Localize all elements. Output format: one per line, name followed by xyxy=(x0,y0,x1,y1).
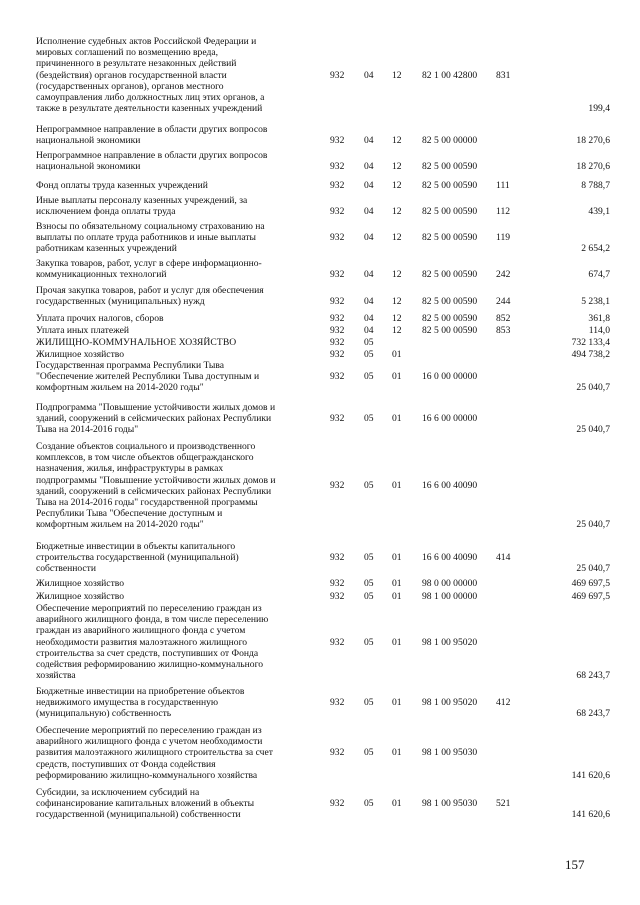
amount: 361,8 xyxy=(588,313,610,324)
target-article-code: 82 5 00 00590 xyxy=(422,325,478,336)
amount: 199,4 xyxy=(588,103,610,115)
amount: 469 697,5 xyxy=(571,591,610,602)
subsection-code: 12 xyxy=(392,161,402,173)
subsection-code: 01 xyxy=(392,636,402,648)
section-code: 05 xyxy=(364,371,374,383)
expense-type-code: 111 xyxy=(496,180,510,191)
subsection-code: 01 xyxy=(392,578,402,589)
subsection-code: 01 xyxy=(392,798,402,810)
ministry-code: 932 xyxy=(330,206,345,218)
target-article-code: 98 1 00 95020 xyxy=(422,636,478,648)
row-description: Бюджетные инвестиции в объекты капитального строительства государственной (муниципальной) собственности xyxy=(36,541,239,575)
amount: 25 040,7 xyxy=(576,563,610,575)
amount: 8 788,7 xyxy=(581,180,610,191)
row-description: Прочая закупка товаров, работ и услуг для обеспечения государственных (муниципальных) нужд xyxy=(36,285,264,308)
ministry-code: 932 xyxy=(330,349,345,360)
section-code: 04 xyxy=(364,325,374,336)
section-code: 05 xyxy=(364,413,374,425)
row-description: Жилищное хозяйство xyxy=(36,591,125,602)
ministry-code: 932 xyxy=(330,180,345,191)
ministry-code: 932 xyxy=(330,135,345,147)
target-article-code: 16 6 00 40090 xyxy=(422,480,478,492)
row-description: Непрограммное направление в области других вопросов национальной экономики xyxy=(36,124,268,147)
ministry-code: 932 xyxy=(330,325,345,336)
amount: 5 238,1 xyxy=(581,296,610,308)
ministry-code: 932 xyxy=(330,232,345,244)
section-code: 05 xyxy=(364,337,374,348)
amount: 141 620,6 xyxy=(571,769,610,781)
target-article-code: 82 5 00 00000 xyxy=(422,135,478,147)
target-article-code: 82 1 00 42800 xyxy=(422,69,478,81)
section-code: 05 xyxy=(364,697,374,709)
row-description: Государственная программа Республики Тыва "Обеспечение жителей Республики Тыва доступным и комфортным жильем на 2014-2020 годы" xyxy=(36,360,260,394)
amount: 674,7 xyxy=(588,269,610,281)
target-article-code: 98 1 00 00000 xyxy=(422,591,478,602)
row-description: Подпрограмма "Повышение устойчивости жилых домов и зданий, сооружений в сейсмических районах Республики Тыва на 2014-2016 годы" xyxy=(36,402,276,436)
ministry-code: 932 xyxy=(330,697,345,709)
section-code: 05 xyxy=(364,636,374,648)
expense-type-code: 112 xyxy=(496,206,511,218)
section-code: 05 xyxy=(364,552,374,564)
row-description: Фонд оплаты труда казенных учреждений xyxy=(36,180,208,191)
ministry-code: 932 xyxy=(330,337,345,348)
target-article-code: 98 1 00 95030 xyxy=(422,747,478,759)
target-article-code: 82 5 00 00590 xyxy=(422,296,478,308)
row-description: Бюджетные инвестиции на приобретение объектов недвижимого имущества в государственную (муниципальную) собственность xyxy=(36,686,245,720)
target-article-code: 82 5 00 00590 xyxy=(422,161,478,173)
target-article-code: 98 1 00 95020 xyxy=(422,697,478,709)
section-code: 05 xyxy=(364,349,374,360)
amount: 25 040,7 xyxy=(576,424,610,436)
target-article-code: 82 5 00 00590 xyxy=(422,269,478,281)
section-code: 05 xyxy=(364,480,374,492)
subsection-code: 12 xyxy=(392,325,402,336)
row-description: Закупка товаров, работ, услуг в сфере информационно- коммуникационных технологий xyxy=(36,258,262,281)
ministry-code: 932 xyxy=(330,798,345,810)
subsection-code: 01 xyxy=(392,552,402,564)
row-description: Создание объектов социального и производственного комплексов, в том числе объектов общегражданского назначения, жилья, инфраструктуры в рамках подпрограммы "Повышение устойчивости жилых домов и зданий, сооружений в сейсмических районах Республики Тыва на 2014-2016 годы" государственной программы Республики Тыва "Обеспечение доступным и комфортным жильем на 2014-2020 годы" xyxy=(36,441,276,531)
amount: 18 270,6 xyxy=(576,135,610,147)
expense-type-code: 852 xyxy=(496,313,511,324)
amount: 114,0 xyxy=(588,325,610,336)
section-code: 04 xyxy=(364,180,374,191)
amount: 439,1 xyxy=(588,206,610,218)
expense-type-code: 521 xyxy=(496,798,511,810)
ministry-code: 932 xyxy=(330,269,345,281)
expense-type-code: 412 xyxy=(496,697,511,709)
expense-type-code: 119 xyxy=(496,232,511,244)
ministry-code: 932 xyxy=(330,296,345,308)
expense-type-code: 414 xyxy=(496,552,511,564)
target-article-code: 16 0 00 00000 xyxy=(422,371,478,383)
amount: 25 040,7 xyxy=(576,382,610,394)
ministry-code: 932 xyxy=(330,591,345,602)
ministry-code: 932 xyxy=(330,747,345,759)
row-description: Обеспечение мероприятий по переселению граждан из аварийного жилищного фонда, в том числе переселению граждан из аварийного жилищного фонда с учетом необходимости развития малоэтажного жилищного строительства за счет средств, поступивших от Фонда содействия реформированию жилищно-коммунального хозяйства xyxy=(36,603,269,682)
subsection-code: 12 xyxy=(392,69,402,81)
subsection-code: 01 xyxy=(392,480,402,492)
row-description: Непрограммное направление в области других вопросов национальной экономики xyxy=(36,150,268,173)
row-description: Взносы по обязательному социальному страхованию на выплаты по оплате труда работников и иные выплаты работникам казенных учреждений xyxy=(36,221,265,255)
amount: 2 654,2 xyxy=(581,243,610,255)
target-article-code: 98 1 00 95030 xyxy=(422,798,478,810)
section-code: 04 xyxy=(364,269,374,281)
section-code: 04 xyxy=(364,296,374,308)
section-code: 04 xyxy=(364,69,374,81)
ministry-code: 932 xyxy=(330,636,345,648)
row-description: Исполнение судебных актов Российской Федерации и мировых соглашений по возмещению вреда, причиненного в результате незаконных действий (бездействия) органов государственной власти (государственных органов), органов местного самоуправления либо должностных лиц этих органов, а также в результате деятельности казенных учреждений xyxy=(36,36,265,115)
expense-type-code: 853 xyxy=(496,325,511,336)
row-description: Жилищное хозяйство xyxy=(36,349,125,360)
ministry-code: 932 xyxy=(330,161,345,173)
subsection-code: 01 xyxy=(392,413,402,425)
amount: 25 040,7 xyxy=(576,519,610,531)
row-description: Иные выплаты персоналу казенных учреждений, за исключением фонда оплаты труда xyxy=(36,195,248,218)
ministry-code: 932 xyxy=(330,480,345,492)
section-code: 05 xyxy=(364,747,374,759)
subsection-code: 12 xyxy=(392,313,402,324)
subsection-code: 12 xyxy=(392,206,402,218)
row-description: Уплата прочих налогов, сборов xyxy=(36,313,164,324)
subsection-code: 01 xyxy=(392,371,402,383)
section-code: 04 xyxy=(364,206,374,218)
target-article-code: 82 5 00 00590 xyxy=(422,206,478,218)
subsection-code: 12 xyxy=(392,135,402,147)
subsection-code: 01 xyxy=(392,747,402,759)
row-description: Уплата иных платежей xyxy=(36,325,130,336)
expense-type-code: 831 xyxy=(496,69,511,81)
subsection-code: 01 xyxy=(392,591,402,602)
amount: 68 243,7 xyxy=(576,708,610,720)
subsection-code: 01 xyxy=(392,697,402,709)
amount: 469 697,5 xyxy=(571,578,610,589)
target-article-code: 82 5 00 00590 xyxy=(422,313,478,324)
ministry-code: 932 xyxy=(330,552,345,564)
amount: 141 620,6 xyxy=(571,809,610,821)
amount: 494 738,2 xyxy=(571,349,610,360)
target-article-code: 16 6 00 40090 xyxy=(422,552,478,564)
row-description: Субсидии, за исключением субсидий на софинансирование капитальных вложений в объекты государственной (муниципальной) собственности xyxy=(36,787,255,821)
subsection-code: 01 xyxy=(392,349,402,360)
subsection-code: 12 xyxy=(392,296,402,308)
row-description: Обеспечение мероприятий по переселению граждан из аварийного жилищного фонда с учетом необходимости развития малоэтажного жилищного строительства за счет средств, поступивших от Фонда содействия реформированию жилищно-коммунального хозяйства xyxy=(36,725,273,781)
target-article-code: 82 5 00 00590 xyxy=(422,180,478,191)
subsection-code: 12 xyxy=(392,269,402,281)
target-article-code: 16 6 00 00000 xyxy=(422,413,478,425)
section-code: 04 xyxy=(364,161,374,173)
ministry-code: 932 xyxy=(330,578,345,589)
section-code: 05 xyxy=(364,578,374,589)
amount: 18 270,6 xyxy=(576,161,610,173)
ministry-code: 932 xyxy=(330,371,345,383)
amount: 732 133,4 xyxy=(571,337,610,348)
row-description: ЖИЛИЩНО-КОММУНАЛЬНОЕ ХОЗЯЙСТВО xyxy=(36,337,237,348)
section-code: 04 xyxy=(364,135,374,147)
page-number: 157 xyxy=(565,857,585,872)
subsection-code: 12 xyxy=(392,232,402,244)
row-description: Жилищное хозяйство xyxy=(36,578,125,589)
target-article-code: 82 5 00 00590 xyxy=(422,232,478,244)
section-code: 04 xyxy=(364,232,374,244)
expense-type-code: 244 xyxy=(496,296,511,308)
section-code: 04 xyxy=(364,313,374,324)
section-code: 05 xyxy=(364,798,374,810)
ministry-code: 932 xyxy=(330,413,345,425)
subsection-code: 12 xyxy=(392,180,402,191)
section-code: 05 xyxy=(364,591,374,602)
ministry-code: 932 xyxy=(330,313,345,324)
ministry-code: 932 xyxy=(330,69,345,81)
expense-type-code: 242 xyxy=(496,269,511,281)
target-article-code: 98 0 00 00000 xyxy=(422,578,478,589)
amount: 68 243,7 xyxy=(576,670,610,682)
